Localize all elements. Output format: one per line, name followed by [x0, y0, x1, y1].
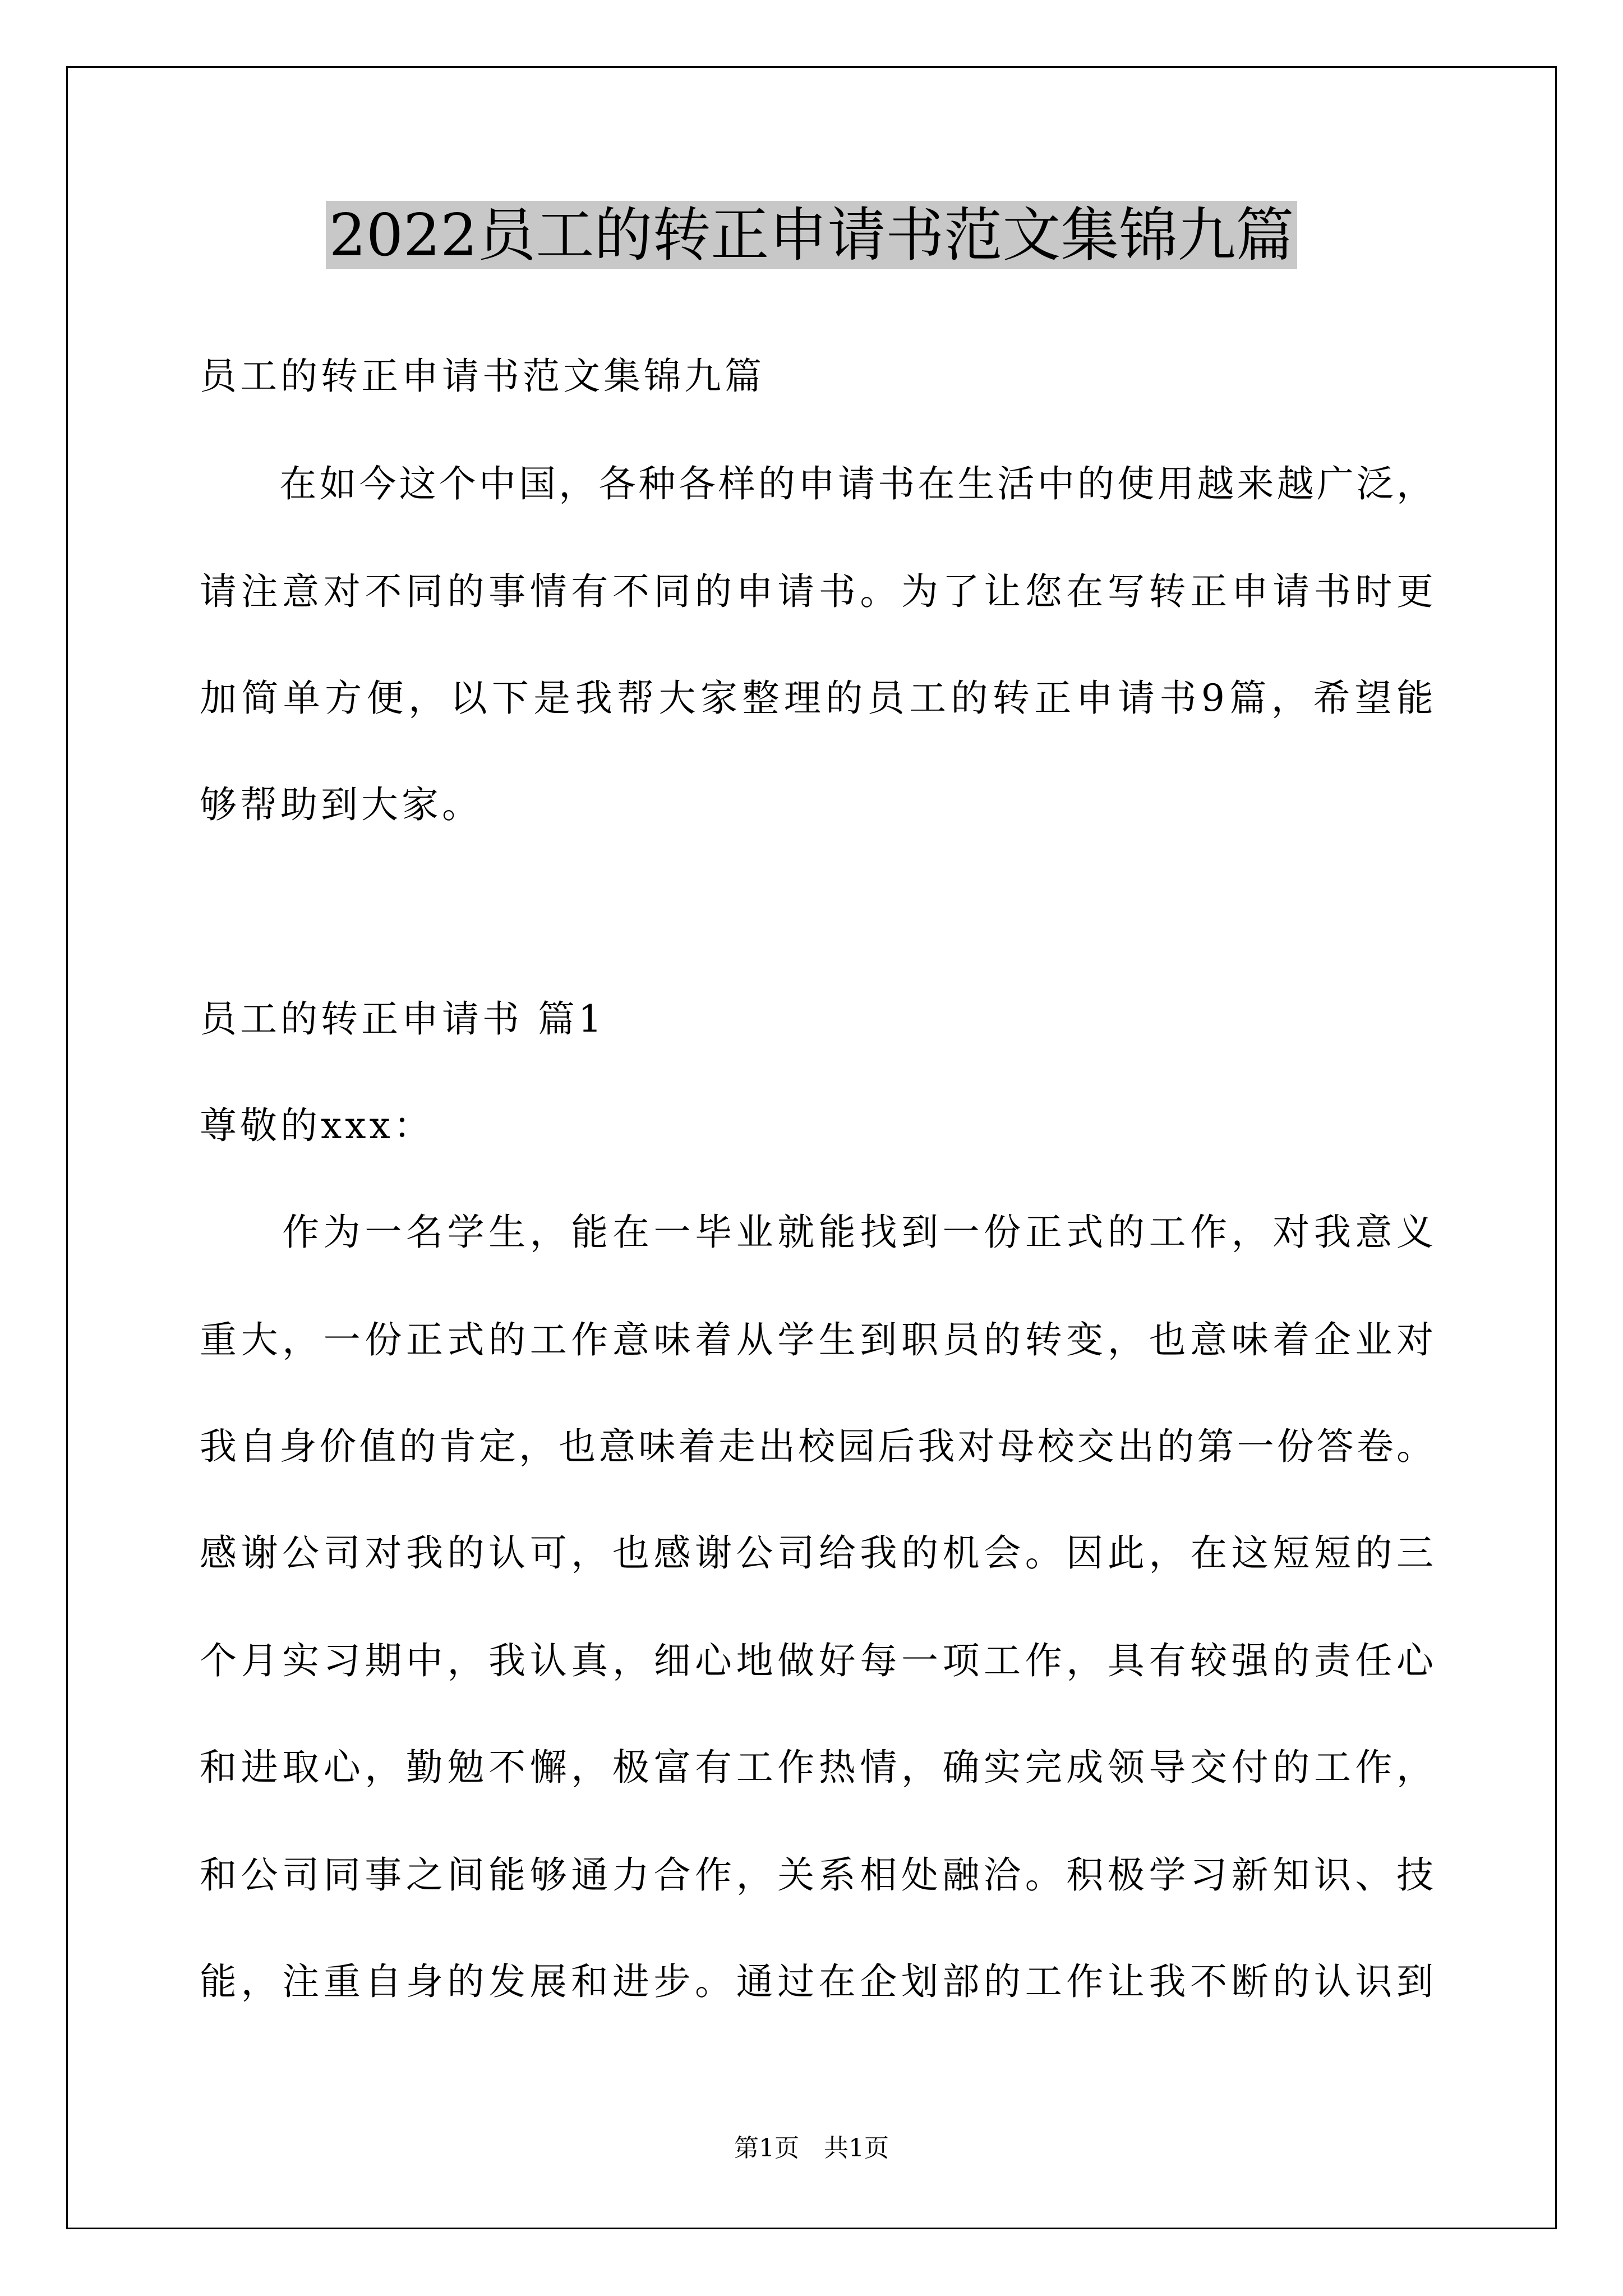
paragraph-line: 作为一名学生，能在一毕业就能找到一份正式的工作，对我意义	[200, 1211, 1433, 1254]
paragraph-line: 能，注重自身的发展和进步。通过在企划部的工作让我不断的认识到	[200, 1960, 1433, 2003]
paragraph-line: 感谢公司对我的认可，也感谢公司给我的机会。因此，在这短短的三	[200, 1531, 1433, 1575]
paragraph-line: 重大，一份正式的工作意味着从学生到职员的转变，也意味着企业对	[200, 1318, 1433, 1361]
document-title-text: 2022员工的转正申请书范文集锦九篇	[326, 201, 1298, 269]
page-number: 第1页 共1页	[734, 2134, 889, 2162]
paragraph-line: 请注意对不同的事情有不同的申请书。为了让您在写转正申请书时更	[200, 570, 1433, 613]
paragraph-line: 够帮助到大家。	[200, 783, 482, 826]
paragraph-line: 个月实习期中，我认真，细心地做好每一项工作，具有较强的责任心	[200, 1639, 1433, 1682]
document-title	[0, 199, 1623, 272]
paragraph-line: 和公司同事之间能够通力合作，关系相处融洽。积极学习新知识、技	[200, 1853, 1433, 1897]
subtitle-line: 员工的转正申请书范文集锦九篇	[200, 355, 765, 398]
paragraph-line: 和进取心，勤勉不懈，极富有工作热情，确实完成领导交付的工作，	[200, 1746, 1433, 1789]
paragraph-line: 我自身价值的肯定，也意味着走出校园后我对母校交出的第一份答卷。	[200, 1425, 1433, 1468]
section-heading: 员工的转正申请书 篇1	[200, 997, 605, 1041]
salutation: 尊敬的xxx：	[200, 1104, 434, 1147]
paragraph-line: 在如今这个中国，各种各样的申请书在生活中的使用越来越广泛，	[200, 462, 1433, 505]
paragraph-line: 加简单方便，以下是我帮大家整理的员工的转正申请书9篇，希望能	[200, 677, 1433, 720]
